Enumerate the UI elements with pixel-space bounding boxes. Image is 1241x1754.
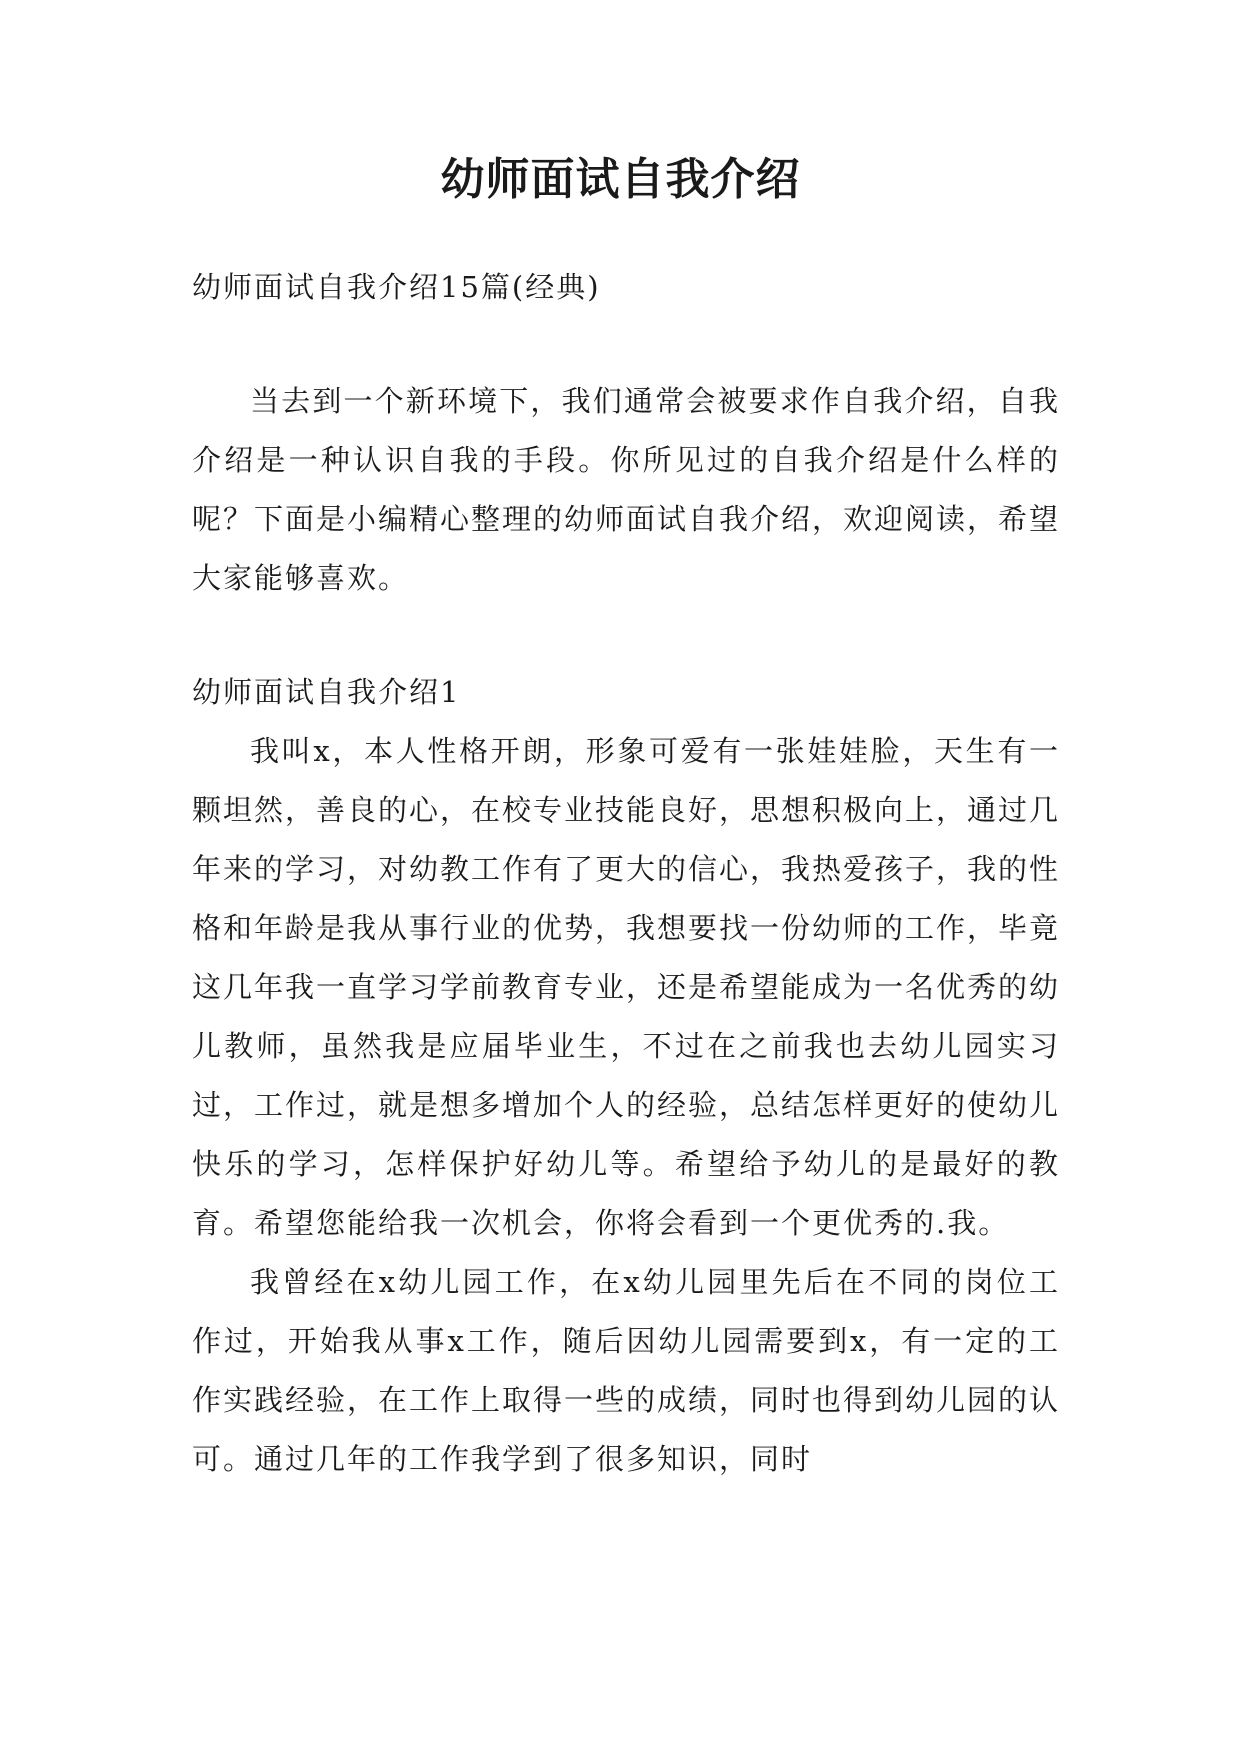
body-paragraph: 我曾经在x幼儿园工作，在x幼儿园里先后在不同的岗位工作过，开始我从事x工作，随后因幼儿园需要到x，有一定的工作实践经验，在工作上取得一些的成绩，同时也得到幼儿园的认可。通过几年的工作我学到了很多知识，同时 — [192, 1265, 1061, 1476]
document-subtitle: 幼师面试自我介绍15篇(经典) — [192, 270, 601, 304]
document-body — [192, 258, 1060, 1489]
section-heading: 幼师面试自我介绍1 — [192, 675, 461, 709]
body-paragraph: 我叫x，本人性格开朗，形象可爱有一张娃娃脸，天生有一颗坦然，善良的心，在校专业技能良好，思想积极向上，通过几年来的学习，对幼教工作有了更大的信心，我热爱孩子，我的性格和年龄是我从事行业的优势，我想要找一份幼师的工作，毕竟这几年我一直学习学前教育专业，还是希望能成为一名优秀的幼儿教师，虽然我是应届毕业生，不过在之前我也去幼儿园实习过，工作过，就是想多增加个人的经验，总结怎样更好的使幼儿快乐的学习，怎样保护好幼儿等。希望给予幼儿的是最好的教育。希望您能给我一次机会，你将会看到一个更优秀的.我。 — [192, 734, 1061, 1240]
intro-paragraph: 当去到一个新环境下，我们通常会被要求作自我介绍，自我介绍是一种认识自我的手段。你所见过的自我介绍是什么样的呢？下面是小编精心整理的幼师面试自我介绍，欢迎阅读，希望大家能够喜欢。 — [192, 384, 1061, 595]
document-title: 幼师面试自我介绍 — [440, 154, 801, 205]
